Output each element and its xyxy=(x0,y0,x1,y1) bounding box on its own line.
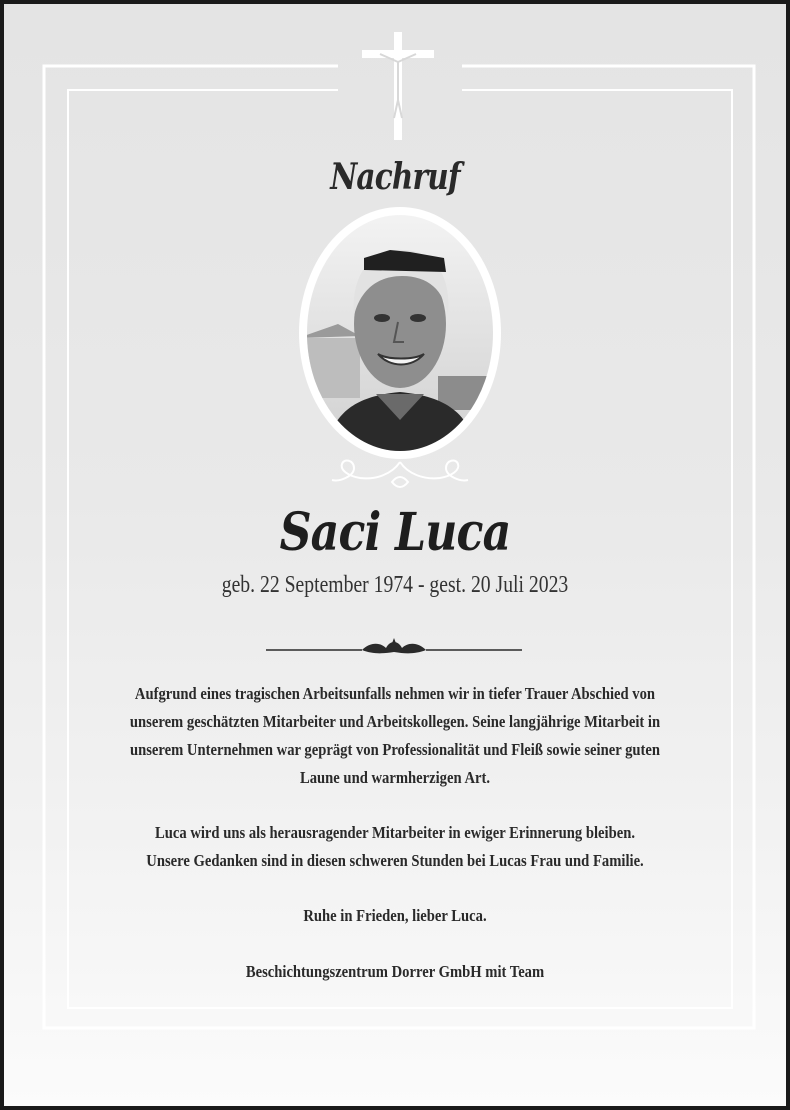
farewell-line: Ruhe in Frieden, lieber Luca. xyxy=(303,906,487,925)
divider-ornament xyxy=(266,634,522,664)
flourish-ornament xyxy=(330,458,470,494)
crucifix-icon xyxy=(358,32,438,142)
signature: Beschichtungszentrum Dorrer GmbH mit Team xyxy=(245,962,545,981)
obituary-paragraph: Aufgrund eines tragischen Arbeitsunfalls nehmen wir in tiefer Trauer Abschied von unserem geschätzten Mitarbeiter und Arbeitskollegen. Seine langjährige Mitarbeit in unserem Unternehmen war geprägt von Professionalität und Fleiß sowie seiner guten Laune und warmherzigen Art. xyxy=(129,684,661,787)
condolence-line: Unsere Gedanken sind in diesen schweren Stunden bei Lucas Frau und Familie. xyxy=(146,851,644,870)
page-title: Nachruf xyxy=(330,156,460,198)
life-dates: geb. 22 September 1974 - gest. 20 Juli 2023 xyxy=(221,572,569,598)
remembrance-line: Luca wird uns als herausragender Mitarbeiter in ewiger Erinnerung bleiben. xyxy=(154,823,636,842)
portrait-photo xyxy=(298,206,502,460)
remembrance-paragraph xyxy=(110,819,679,875)
deceased-name: Saci Luca xyxy=(279,502,511,563)
